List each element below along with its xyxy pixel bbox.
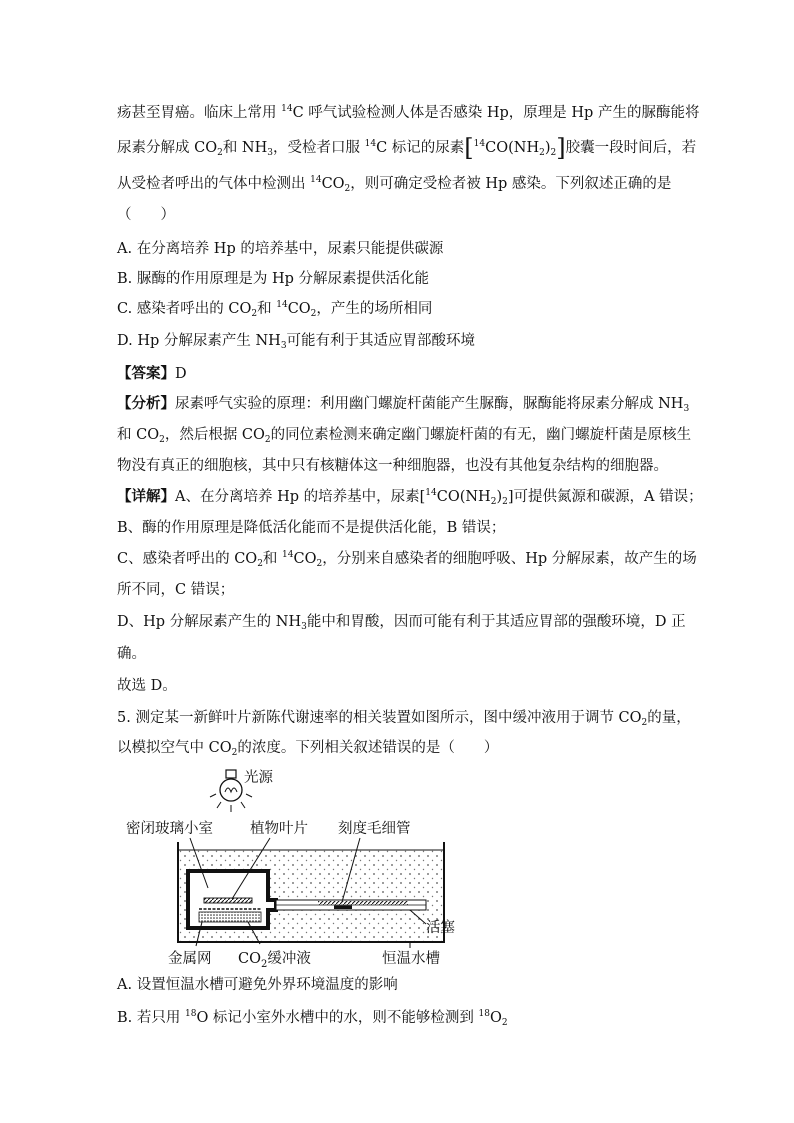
text-line: 尿素分解成 $CO_2$和 $NH_3$，受检者口服 $^{14}$C 标记的尿素$[^{14}CO(NH_2)_2]$胶囊一段时间后，若 <box>117 134 697 162</box>
label-piston: 活塞 <box>426 920 455 936</box>
label-light-source: 光源 <box>244 770 273 786</box>
option-a: A. 在分离培养 Hp 的培养基中，尿素只能提供碳源 <box>117 241 444 257</box>
label-buffer: $CO_2$缓冲液 <box>238 951 311 970</box>
analysis-line: 物没有真正的细胞核，其中只有核糖体这一种细胞器，也没有其他复杂结构的细胞器。 <box>117 458 668 474</box>
capillary-tube <box>276 900 426 910</box>
answer-line: 【答案】D <box>117 365 187 382</box>
label-capillary: 刻度毛细管 <box>338 821 411 837</box>
analysis-line: 和 $CO_2$，然后根据 $CO_2$的同位素检测来确定幽门螺旋杆菌的有无，幽门螺旋杆菌是原核生 <box>117 427 692 445</box>
urea-formula: $[^{14}CO(NH_2)_2]$ <box>464 134 566 162</box>
q5-option-b: B. 若只用 $^{18}$O 标记小室外水槽中的水，则不能够检测到 $^{18}O_2$ <box>117 1009 508 1028</box>
q5-option-a: A. 设置恒温水槽可避免外界环境温度的影响 <box>117 977 398 993</box>
detail-line: B、酶的作用原理是降低活化能而不是提供活化能，B 错误； <box>117 520 506 536</box>
label-mesh: 金属网 <box>168 951 212 967</box>
text-line: 从受检者呼出的气体中检测出 $^{14}CO_2$，则可确定受检者被 Hp 感染。下列叙述正确的是 <box>117 175 672 194</box>
option-c: C. 感染者呼出的 $CO_2$和 $^{14}CO_2$，产生的场所相同 <box>117 300 433 319</box>
text-line: 疡甚至胃癌。临床上常用 $^{14}$C 呼气试验检测人体是否感染 Hp，原理是 Hp 产生的脲酶能将 <box>117 104 700 121</box>
analysis-line: 【分析】尿素呼气实验的原理：利用幽门螺旋杆菌能产生脲酶，脲酶能将尿素分解成 $NH_3$ <box>117 395 690 414</box>
option-d: D. Hp 分解尿素产生 $NH_3$可能有利于其适应胃部酸环境 <box>117 333 476 351</box>
detail-line: 所不同，C 错误； <box>117 582 235 598</box>
option-b: B. 脲酶的作用原理是为 Hp 分解尿素提供活化能 <box>117 271 430 287</box>
apparatus-figure <box>120 764 460 970</box>
question-5-stem: 以模拟空气中 $CO_2$的浓度。下列相关叙述错误的是（ ） <box>117 740 499 758</box>
glass-chamber <box>188 871 276 928</box>
label-chamber: 密闭玻璃小室 <box>126 821 213 837</box>
answer-blank: （ ） <box>117 207 175 223</box>
label-water-bath: 恒温水槽 <box>382 951 440 967</box>
detail-line: D、Hp 分解尿素产生的 $NH_3$能中和胃酸，因而可能有利于其适应胃部的强酸环境，D 正 <box>117 614 686 632</box>
detail-line: C、感染者呼出的 $CO_2$和 $^{14}CO_2$，分别来自感染者的细胞呼吸、Hp 分解尿素，故产生的场 <box>117 550 697 569</box>
question-5-stem: 5. 测定某一新鲜叶片新陈代谢速率的相关装置如图所示，图中缓冲液用于调节 $CO_2$的量， <box>117 710 691 728</box>
detail-line: 【详解】A、在分离培养 Hp 的培养基中，尿素$[^{14}CO(NH_2)_2]$可提供氮源和碳源，A 错误； <box>117 488 703 507</box>
detail-line: 确。 <box>117 646 146 662</box>
conclusion-line: 故选 D。 <box>117 678 177 694</box>
label-leaf: 植物叶片 <box>250 821 308 837</box>
